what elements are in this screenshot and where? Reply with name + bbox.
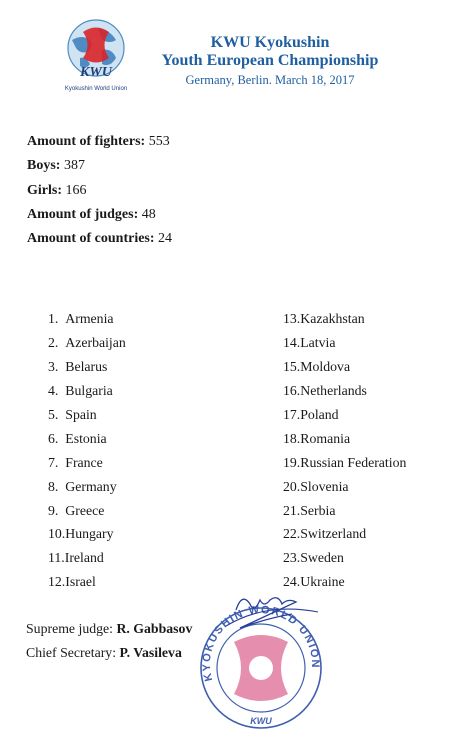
country-list-item [48,454,126,478]
country-name: Bulgaria [65,382,113,398]
country-number: 19. [283,454,301,470]
country-number: 22. [283,526,301,542]
stat-row [27,205,172,229]
stat-row [27,156,172,180]
country-list-item [283,549,406,573]
stat-row [27,132,172,156]
country-name: Belarus [65,358,108,374]
country-name: Israel [65,574,96,590]
stat-label: Boys: [27,158,61,174]
country-number: 6. [48,430,59,446]
country-number: 7. [48,454,59,470]
country-name: Germany [65,478,117,494]
document-header [150,34,390,89]
country-number: 10. [48,526,66,542]
stat-label: Girls: [27,182,62,198]
country-list-item [283,525,406,549]
country-list-item [283,358,406,382]
stat-row [27,181,172,205]
country-list-left [48,310,126,597]
country-number: 21. [283,502,301,518]
stat-label: Amount of fighters: [27,134,146,149]
stat-label: Amount of countries: [27,231,155,247]
country-name: Netherlands [300,382,367,398]
stat-row [27,229,172,253]
header-location-date: Germany, Berlin. March 18, 2017 [185,73,355,87]
country-list-item [48,382,126,406]
country-number: 11. [48,550,65,566]
country-list-item [48,502,126,526]
country-name: Latvia [300,334,336,350]
country-number: 12. [48,574,66,590]
country-number: 2. [48,334,59,350]
country-number: 4. [48,382,59,398]
stamp-ring-text: KYOKUSHIN WORLD UNION [200,603,322,683]
country-name: Ireland [64,550,104,566]
official-name: P. Vasileva [119,645,182,660]
stat-value: 166 [65,182,87,198]
country-number: 3. [48,358,59,374]
header-subtitle: Youth European Championship [161,52,379,69]
country-list-item [48,478,126,502]
country-list-item [283,502,406,526]
country-number: 16. [283,382,301,398]
country-name: France [65,454,103,470]
official-row [26,644,192,668]
country-list-item [48,549,126,573]
country-number: 15. [283,358,301,374]
country-number: 8. [48,478,59,494]
stat-value: 553 [148,134,170,149]
country-number: 23. [283,550,301,566]
country-name: Russian Federation [300,454,407,470]
stat-value: 48 [141,206,156,222]
country-name: Slovenia [300,478,349,494]
country-name: Switzerland [300,526,367,542]
country-number: 13. [283,311,301,326]
country-list-item [283,430,406,454]
country-list-item [283,310,406,334]
stat-value: 24 [158,231,173,247]
country-list-item [48,334,126,358]
kwu-logo [56,14,134,96]
country-name: Serbia [300,502,336,518]
country-list-item [283,334,406,358]
country-name: Ukraine [300,574,345,590]
stat-value: 387 [63,158,85,174]
country-name: Armenia [65,311,114,326]
country-number: 5. [48,406,59,422]
country-name: Kazakhstan [300,311,365,326]
stat-label: Amount of judges: [27,206,139,222]
country-number: 1. [48,311,59,326]
official-role: Chief Secretary: [26,645,117,660]
country-number: 18. [283,430,301,446]
country-name: Spain [65,406,97,422]
country-list-item [48,525,126,549]
country-name: Estonia [65,430,107,446]
country-number: 24. [283,574,301,590]
stamp-bottom-text: KWU [250,716,272,726]
official-role: Supreme judge: [26,621,113,636]
logo-caption: Kyokushin World Union [64,86,128,92]
country-name: Hungary [65,526,114,542]
country-name: Greece [65,502,105,518]
country-list-item [283,382,406,406]
country-list-item [48,430,126,454]
country-number: 9. [48,502,59,518]
country-list-item [283,454,406,478]
officials-block [26,620,192,668]
country-name: Sweden [300,550,344,566]
country-list-item [283,406,406,430]
country-name: Azerbaijan [65,334,126,350]
official-name: R. Gabbasov [116,621,193,636]
logo-letters: KWU [80,65,112,80]
country-number: 17. [283,406,301,422]
country-list-item [48,573,126,597]
header-title: KWU Kyokushin [210,34,330,51]
official-row [26,620,192,644]
country-list-item [283,478,406,502]
country-number: 20. [283,478,301,494]
country-name: Romania [300,430,351,446]
country-number: 14. [283,334,301,350]
country-name: Moldova [300,358,351,374]
stats-block [27,132,172,253]
country-list-item [48,358,126,382]
country-list-item [48,310,126,334]
official-stamp [196,588,326,738]
country-list-item [48,406,126,430]
country-name: Poland [300,406,339,422]
country-list-right [283,310,406,597]
